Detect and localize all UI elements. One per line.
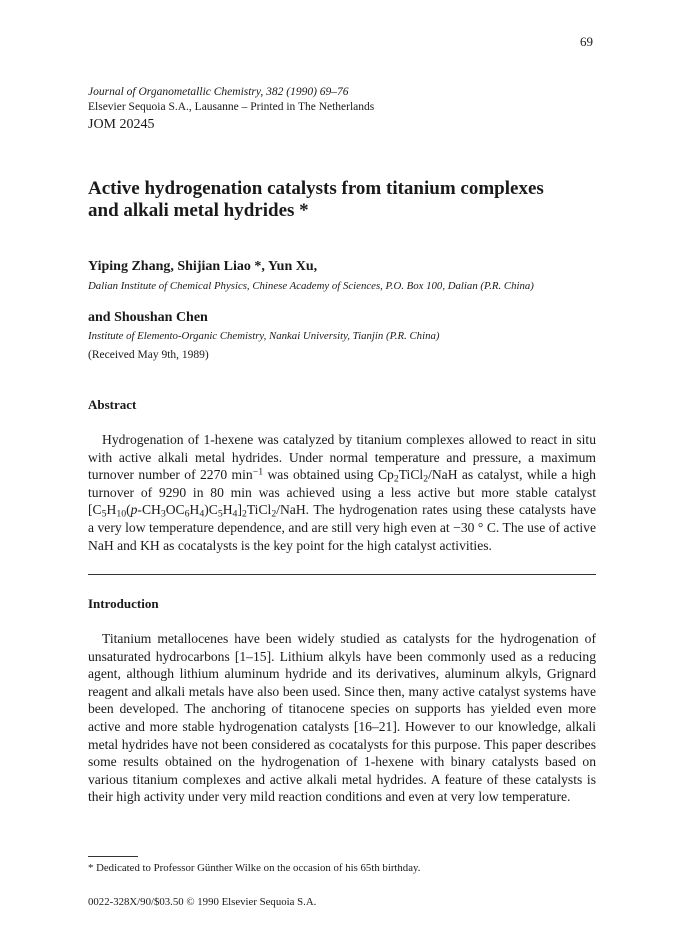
introduction-text: Titanium metallocenes have been widely studied as catalysts for the hydrogenation of unsaturated hydrocarbons [1–15]. Lithium alkyls have been commonly used as a reducing agent, although lithium aluminum hydride and its derivatives, aluminum alkyls, Grignard reagent and alkali metals have also been used. Since then, many active catalyst systems have been developed. The anchoring of titanocene species on supports has yielded even more active and more stable hydrogenation catalysts [16–21]. However to our knowledge, alkali metal hydrides have not been considered as cocatalysts for this purpose. This paper describes some results obtained on the hydrogenation of 1-hexene with binary catalysts based on various titanium complexes and active alkali metal hydrides. A feature of these catalysts is their high activity under very mild reaction conditions and even at very low temperature. [88,631,596,805]
title-line-1: Active hydrogenation catalysts from titanium complexes [88,178,544,199]
affiliation-1: Dalian Institute of Chemical Physics, Chinese Academy of Sciences, P.O. Box 100, Dalian (P.R. China) [88,280,534,292]
journal-citation: Journal of Organometallic Chemistry, 382 (1990) 69–76 [88,86,349,98]
authors-group-2: and Shoushan Chen [88,310,208,325]
article-title [88,178,598,222]
introduction-heading: Introduction [88,596,159,611]
authors-group-1: Yiping Zhang, Shijian Liao *, Yun Xu, [88,259,318,274]
abstract-heading: Abstract [88,397,137,412]
footnote-divider [88,856,138,857]
abstract-text: Hydrogenation of 1-hexene was catalyzed by titanium complexes allowed to react in situ with active alkali metal hydrides. Under normal temperature and pressure, a maximum turnover number of 2270 $\min^{-1}$ was obtained using $Cp_2TiCl_2$/NaH as catalyst, while a high turnover of 9290 in 80 min was achieved using a less active but more stable catalyst $[C_5H_{10}(p-CH_3OC_6H_4)C_5H_4]_2TiCl_2$/NaH. The hydrogenation rates using these catalysts have a very low temperature dependence, and are still very high even at −30 ° C. The use of active NaH and KH as cocatalysts is the key point for the high catalyst activities. [88,432,596,553]
copyright-line: 0022-328X/90/$03.50 © 1990 Elsevier Sequoia S.A. [88,896,317,908]
title-line-2: and alkali metal hydrides * [88,200,309,221]
section-divider [88,574,596,575]
affiliation-2: Institute of Elemento-Organic Chemistry, Nankai University, Tianjin (P.R. China) [88,330,440,342]
publisher-line: Elsevier Sequoia S.A., Lausanne – Printed in The Netherlands [88,101,375,113]
article-code: JOM 20245 [88,117,155,132]
page-number: 69 [580,34,593,49]
footnote: * Dedicated to Professor Günther Wilke on the occasion of his 65th birthday. [88,862,421,874]
received-date: (Received May 9th, 1989) [88,349,209,361]
